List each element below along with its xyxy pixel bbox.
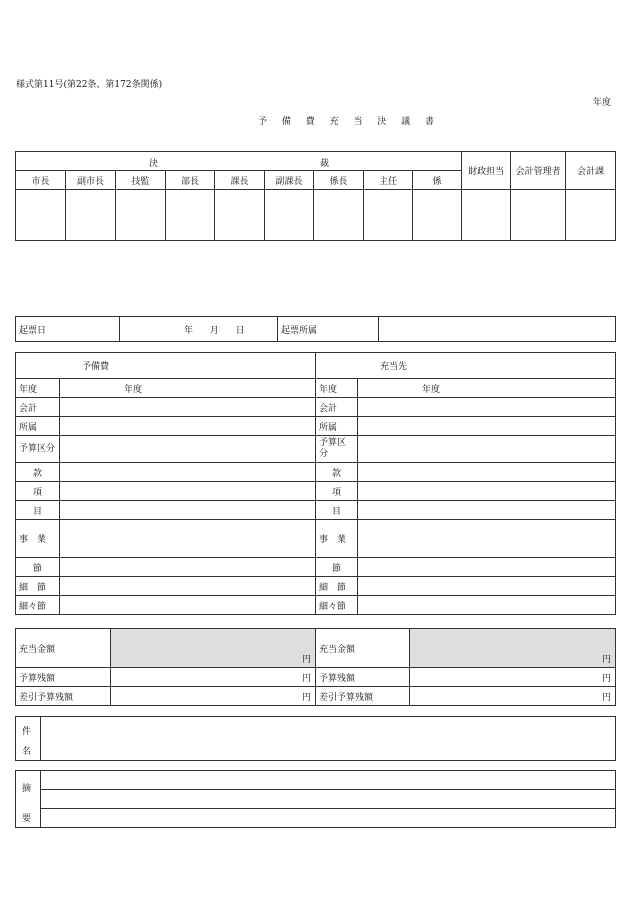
- stamp-cell[interactable]: [364, 190, 413, 241]
- allot-amount-label: 充当金額: [16, 629, 111, 668]
- row-label: 会計: [16, 398, 60, 417]
- row-label: 年度: [316, 379, 358, 398]
- reserve-saisaisetsu-field[interactable]: [60, 596, 316, 615]
- stamp-cell[interactable]: [462, 190, 511, 241]
- approver-header: 副課長: [265, 171, 314, 190]
- stamp-cell[interactable]: [413, 190, 462, 241]
- row-label: 細 節: [16, 577, 60, 596]
- allot-amount-label: 充当金額: [316, 629, 410, 668]
- row-label: 項: [16, 482, 60, 501]
- allocation-saisetsu-field[interactable]: [358, 577, 616, 596]
- approver-header: 主任: [364, 171, 413, 190]
- subject-field[interactable]: [41, 717, 616, 761]
- stamp-cell[interactable]: [265, 190, 314, 241]
- row-label: 款: [16, 463, 60, 482]
- yen-unit: 円: [301, 693, 311, 703]
- yen-unit: 円: [601, 693, 611, 703]
- approver-header: 係長: [314, 171, 364, 190]
- allocation-budget-class-field[interactable]: [358, 436, 616, 463]
- draft-date-label: 起票日: [16, 317, 120, 342]
- subject-label-cell: [16, 717, 41, 761]
- fiscal-year-label: 年度: [593, 98, 612, 108]
- reserve-account-field[interactable]: [60, 398, 316, 417]
- draft-dept-label: 起票所属: [278, 317, 379, 342]
- approver-header: 副市長: [66, 171, 116, 190]
- allocation-project-field[interactable]: [358, 520, 616, 558]
- reserve-allot-amount-field[interactable]: [111, 629, 316, 668]
- summary-label-cell: [16, 771, 41, 828]
- stamp-cell[interactable]: [16, 190, 66, 241]
- stamp-cell[interactable]: [314, 190, 364, 241]
- reserve-saisetsu-field[interactable]: [60, 577, 316, 596]
- row-label: 目: [316, 501, 358, 520]
- allocation-setsu-field[interactable]: [358, 558, 616, 577]
- accounting-manager-header: 会計管理者: [511, 152, 566, 190]
- draft-dept-field[interactable]: [379, 317, 616, 342]
- yen-unit: 円: [301, 655, 311, 665]
- reserve-table: [15, 352, 616, 615]
- approver-header: 部長: [166, 171, 215, 190]
- allocation-saisaisetsu-field[interactable]: [358, 596, 616, 615]
- row-label: 所属: [316, 417, 358, 436]
- ketsu-label: 決: [149, 159, 159, 169]
- reserve-setsu-field[interactable]: [60, 558, 316, 577]
- reserve-diff-field[interactable]: [111, 687, 316, 706]
- page-title: 予 備 費 充 当 決 議 書: [258, 117, 441, 127]
- allocation-account-field[interactable]: [358, 398, 616, 417]
- stamp-cell[interactable]: [215, 190, 265, 241]
- row-label: 目: [16, 501, 60, 520]
- row-label: 年度: [16, 379, 60, 398]
- row-label: 会計: [316, 398, 358, 417]
- allocation-kou-field[interactable]: [358, 482, 616, 501]
- reserve-moku-field[interactable]: [60, 501, 316, 520]
- teki-label: 摘: [22, 784, 32, 794]
- reserve-dept-field[interactable]: [60, 417, 316, 436]
- mei-label: 名: [22, 747, 32, 757]
- allocation-kan-field[interactable]: [358, 463, 616, 482]
- stamp-cell[interactable]: [566, 190, 616, 241]
- draft-info-table: [15, 316, 616, 342]
- summary-line[interactable]: [41, 809, 616, 828]
- you-label: 要: [22, 814, 32, 824]
- allocation-moku-field[interactable]: [358, 501, 616, 520]
- approver-header: 市長: [16, 171, 66, 190]
- row-label: 細々節: [16, 596, 60, 615]
- reserve-project-field[interactable]: [60, 520, 316, 558]
- row-label: 事 業: [316, 520, 358, 558]
- approver-header: 課長: [215, 171, 265, 190]
- reserve-budget-class-field[interactable]: [60, 436, 316, 463]
- reserve-kan-field[interactable]: [60, 463, 316, 482]
- reserve-header: 予備費: [16, 353, 316, 379]
- yen-unit: 円: [301, 674, 311, 684]
- allocation-diff-field[interactable]: [410, 687, 616, 706]
- row-label: 所属: [16, 417, 60, 436]
- row-label: 項: [316, 482, 358, 501]
- allocation-year-field[interactable]: 年度: [358, 379, 616, 398]
- accounting-section-header: 会計課: [566, 152, 616, 190]
- budget-balance-label: 予算残額: [316, 668, 410, 687]
- stamp-cell[interactable]: [511, 190, 566, 241]
- row-label: 予算区分: [16, 436, 60, 463]
- ken-label: 件: [22, 727, 32, 737]
- reserve-year-field[interactable]: 年度: [60, 379, 316, 398]
- approval-table: [15, 151, 616, 241]
- summary-line[interactable]: [41, 771, 616, 790]
- stamp-cell[interactable]: [66, 190, 116, 241]
- allocation-balance-field[interactable]: [410, 668, 616, 687]
- row-label: 細 節: [316, 577, 358, 596]
- approver-header: 技監: [116, 171, 166, 190]
- amounts-table: [15, 628, 616, 706]
- diff-balance-label: 差引予算残額: [16, 687, 111, 706]
- allocation-allot-amount-field[interactable]: [410, 629, 616, 668]
- summary-table: [15, 770, 616, 828]
- approval-header-cell: [16, 152, 462, 171]
- allocation-header: 充当先: [316, 353, 616, 379]
- row-label: 細々節: [316, 596, 358, 615]
- reserve-balance-field[interactable]: [111, 668, 316, 687]
- finance-header: 財政担当: [462, 152, 511, 190]
- form-reference: 様式第11号(第22条、第172条関係): [16, 80, 163, 90]
- reserve-kou-field[interactable]: [60, 482, 316, 501]
- subject-table: [15, 716, 616, 761]
- sai-label: 裁: [320, 159, 330, 169]
- allocation-dept-field[interactable]: [358, 417, 616, 436]
- stamp-cell[interactable]: [116, 190, 166, 241]
- draft-date-field[interactable]: 年 月 日: [120, 317, 278, 342]
- yen-unit: 円: [601, 655, 611, 665]
- row-label: 款: [316, 463, 358, 482]
- budget-balance-label: 予算残額: [16, 668, 111, 687]
- row-label: 節: [316, 558, 358, 577]
- row-label: 節: [16, 558, 60, 577]
- stamp-cell[interactable]: [166, 190, 215, 241]
- approver-header: 係: [413, 171, 462, 190]
- summary-line[interactable]: [41, 790, 616, 809]
- row-label: 予算区分: [316, 436, 358, 463]
- row-label: 事 業: [16, 520, 60, 558]
- diff-balance-label: 差引予算残額: [316, 687, 410, 706]
- yen-unit: 円: [601, 674, 611, 684]
